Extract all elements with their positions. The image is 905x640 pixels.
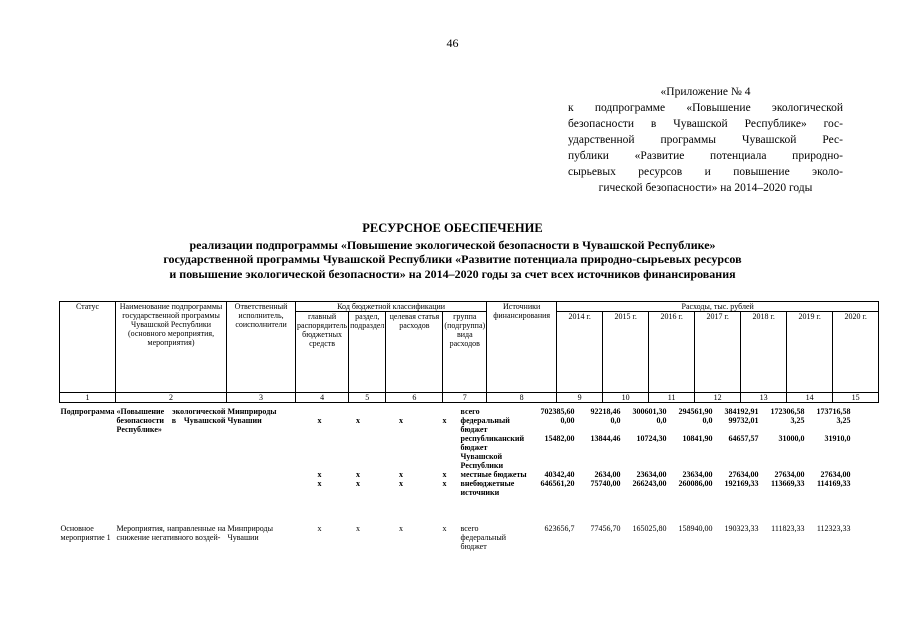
row-name: Мероприятия, направленные на снижение негативного воздей- <box>116 524 226 542</box>
header-name: Наименование подпрограммы государственной программы Чувашской Республики (основного мероприятия, мероприятия) <box>116 302 227 393</box>
code-cell <box>430 434 460 470</box>
header-expenses: Расходы, тыс. рублей <box>557 302 879 312</box>
source-label: федеральный бюджет <box>460 416 510 434</box>
code-cell <box>296 434 344 470</box>
column-number-row <box>60 393 879 403</box>
column-number: 1 <box>60 393 116 403</box>
appendix-title: «Приложение № 4 <box>660 86 751 98</box>
heading-line: государственной программы Чувашской Республики «Развитие потенциала природно-сырьевых ресурсов <box>163 252 742 266</box>
column-number: 8 <box>487 393 557 403</box>
expense-value: 27634,00 <box>774 470 805 479</box>
expense-value: 23634,00 <box>682 470 713 479</box>
header-executor: Ответственный исполнитель, соисполнители <box>227 302 296 393</box>
sources-list <box>296 407 879 497</box>
expense-value: 0,0 <box>702 416 713 425</box>
code-cell: x <box>317 470 322 479</box>
code-cell: x <box>399 479 404 488</box>
code-cell: x <box>399 470 404 479</box>
header-rz: раздел, подраздел <box>349 312 386 393</box>
row-executor: Минприроды Чувашии <box>227 524 273 542</box>
column-number: 11 <box>649 393 695 403</box>
header-year: 2017 г. <box>695 312 741 393</box>
expense-value: 27634,00 <box>728 470 759 479</box>
expense-value: 111823,33 <box>771 524 805 533</box>
column-number: 14 <box>787 393 833 403</box>
code-cell <box>430 407 460 416</box>
expense-value: 15482,00 <box>544 434 575 443</box>
code-cell <box>373 533 430 551</box>
code-cell <box>344 533 373 551</box>
heading-line: реализации подпрограммы «Повышение экологической безопасности в Чувашской Республике» <box>189 237 716 252</box>
expense-value: 2634,00 <box>594 470 621 479</box>
table-row-main-activity <box>60 497 879 551</box>
appendix-block <box>568 84 843 196</box>
expense-value: 77456,70 <box>590 524 621 533</box>
header-year: 2016 г. <box>649 312 695 393</box>
source-row <box>296 470 852 479</box>
header-gr: главный распорядитель бюджетных средств <box>296 312 349 393</box>
source-row <box>296 479 852 497</box>
appendix-line: публики «Развитие потенциала природно- <box>568 150 843 162</box>
expense-value: 99732,01 <box>728 416 759 425</box>
expense-value <box>760 533 806 551</box>
appendix-line: ударственной программы Чувашской Рес- <box>568 134 843 146</box>
expense-value: 13844,46 <box>590 434 621 443</box>
code-cell: x <box>356 479 361 488</box>
code-cell: x <box>317 416 322 425</box>
header-vr: группа (подгруппа) вида расходов <box>443 312 487 393</box>
column-number: 2 <box>116 393 227 403</box>
code-cell: x <box>399 524 404 533</box>
source-label: внебюджетные источники <box>460 479 515 497</box>
expense-value: 75740,00 <box>590 479 621 488</box>
source-label: местные бюджеты <box>460 470 527 479</box>
code-cell: x <box>442 479 447 488</box>
expense-value <box>622 533 668 551</box>
source-row <box>296 533 852 551</box>
expense-value: 92218,46 <box>590 407 621 416</box>
expense-value: 165025,80 <box>632 524 667 533</box>
column-number: 15 <box>833 393 879 403</box>
code-cell <box>373 434 430 470</box>
header-row <box>60 302 879 312</box>
expense-value: 114169,33 <box>816 479 851 488</box>
expense-value: 190323,33 <box>724 524 759 533</box>
expense-value: 260086,00 <box>678 479 713 488</box>
resource-table <box>59 301 879 551</box>
column-number: 12 <box>695 393 741 403</box>
column-number: 5 <box>349 393 386 403</box>
expense-value <box>576 533 622 551</box>
header-budget-code: Код бюджетной классификации <box>296 302 487 312</box>
appendix-line: к подпрограмме «Повышение экологической <box>568 102 843 114</box>
header-year: 2014 г. <box>557 312 603 393</box>
sources-table <box>296 407 852 497</box>
code-cell: x <box>399 416 404 425</box>
expense-value: 3,25 <box>836 416 851 425</box>
expense-value: 113669,33 <box>770 479 805 488</box>
header-year: 2020 г. <box>833 312 879 393</box>
appendix-line: безопасности в Чувашской Республике» гос- <box>568 118 843 130</box>
sources-list <box>296 524 879 551</box>
row-status: Основное мероприятие 1 <box>60 524 111 542</box>
document-heading <box>60 221 845 281</box>
appendix-line: гической безопасности» на 2014–2020 годы <box>598 182 813 194</box>
expense-value: 64657,57 <box>728 434 759 443</box>
expense-value <box>806 533 852 551</box>
expense-value: 294561,90 <box>678 407 713 416</box>
row-executor: Минприроды Чувашии <box>227 407 277 425</box>
column-number: 6 <box>386 393 443 403</box>
source-row <box>296 407 852 416</box>
expense-value: 646561,20 <box>540 479 575 488</box>
heading-line: и повышение экологической безопасности» на 2014–2020 годы за счет всех источников финансирования <box>169 266 736 281</box>
expense-value: 31000,0 <box>778 434 805 443</box>
code-cell: x <box>442 470 447 479</box>
code-cell <box>430 533 460 551</box>
source-label: республиканский бюджет Чувашской Республики <box>460 434 525 470</box>
code-cell <box>296 533 344 551</box>
source-label: всего <box>460 407 480 416</box>
code-cell: x <box>356 524 361 533</box>
expense-value: 172306,58 <box>770 407 805 416</box>
expense-value: 10841,90 <box>682 434 713 443</box>
header-year: 2015 г. <box>603 312 649 393</box>
column-number: 9 <box>557 393 603 403</box>
source-row <box>296 416 852 434</box>
source-label: федеральный бюджет <box>460 533 506 551</box>
sources-block <box>296 403 879 498</box>
expense-value: 23634,00 <box>636 470 667 479</box>
column-number: 10 <box>603 393 649 403</box>
expense-value: 192169,33 <box>724 479 759 488</box>
expense-value: 3,25 <box>790 416 805 425</box>
code-cell: x <box>442 416 447 425</box>
header-year: 2019 г. <box>787 312 833 393</box>
expense-value: 702385,60 <box>540 407 575 416</box>
expense-value: 158940,00 <box>678 524 713 533</box>
expense-value: 0,0 <box>656 416 667 425</box>
source-label: всего <box>460 524 479 533</box>
expense-value <box>668 533 714 551</box>
heading-title: РЕСУРСНОЕ ОБЕСПЕЧЕНИЕ <box>362 221 543 235</box>
header-year: 2018 г. <box>741 312 787 393</box>
column-number: 3 <box>227 393 296 403</box>
expense-value: 266243,00 <box>632 479 667 488</box>
expense-value: 112323,33 <box>816 524 851 533</box>
column-number: 7 <box>443 393 487 403</box>
code-cell <box>344 434 373 470</box>
code-cell <box>344 407 373 416</box>
code-cell <box>373 407 430 416</box>
header-status: Статус <box>60 302 116 393</box>
expense-value: 0,0 <box>610 416 621 425</box>
source-row <box>296 434 852 470</box>
header-sources: Источники финансирования <box>487 302 557 393</box>
code-cell: x <box>317 524 322 533</box>
sources-block <box>296 497 879 551</box>
column-number: 4 <box>296 393 349 403</box>
expense-value <box>530 533 576 551</box>
expense-value: 0,00 <box>560 416 575 425</box>
code-cell: x <box>356 416 361 425</box>
appendix-line: сырьевых ресурсов и повышение эколо- <box>568 166 843 178</box>
row-name: «Повышение экологической безопасности в Чувашской Республике» <box>116 407 226 434</box>
code-cell: x <box>317 479 322 488</box>
sources-table <box>296 524 852 551</box>
header-cs: целевая статья расходов <box>386 312 443 393</box>
expense-value: 10724,30 <box>636 434 667 443</box>
expense-value: 27634,00 <box>820 470 851 479</box>
source-row <box>296 524 852 533</box>
expense-value: 173716,58 <box>816 407 851 416</box>
row-status: Подпрограмма <box>60 407 115 416</box>
page-number: 46 <box>446 36 459 50</box>
table-row-subprogram <box>60 403 879 498</box>
expense-value <box>714 533 760 551</box>
expense-value: 300601,30 <box>632 407 667 416</box>
expense-value: 623656,7 <box>544 524 575 533</box>
column-number: 13 <box>741 393 787 403</box>
expense-value: 31910,0 <box>824 434 851 443</box>
expense-value: 384192,91 <box>724 407 759 416</box>
code-cell: x <box>442 524 447 533</box>
expense-value: 40342,40 <box>544 470 575 479</box>
code-cell <box>296 407 344 416</box>
code-cell: x <box>356 470 361 479</box>
